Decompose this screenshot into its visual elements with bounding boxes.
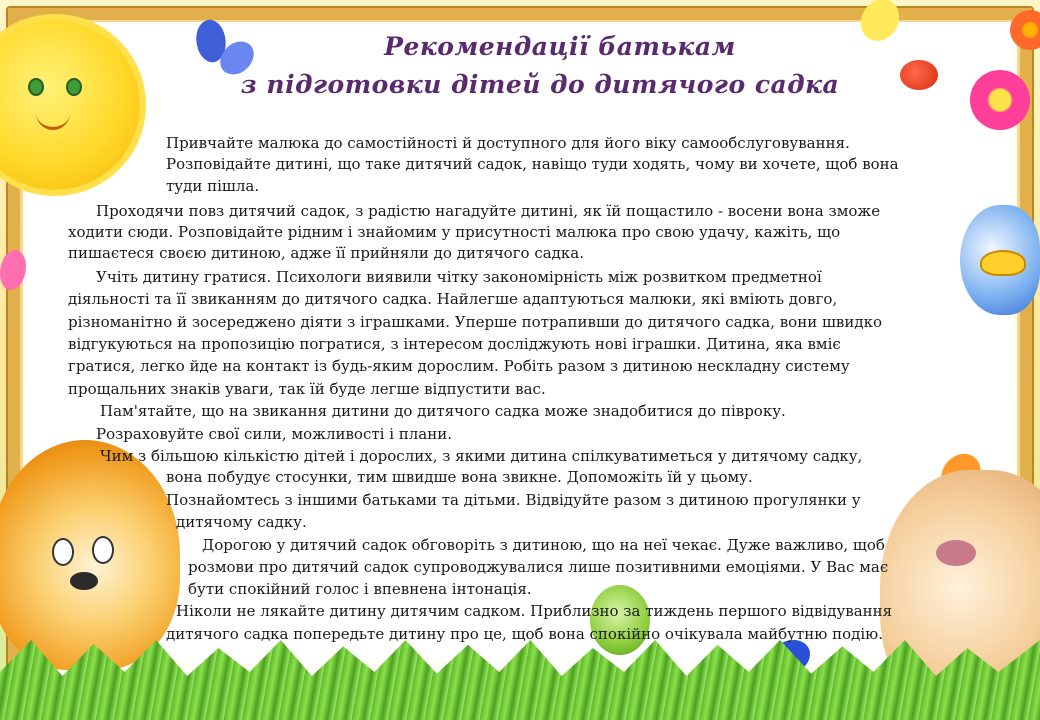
text-line: вона побудує стосунки, тим швидше вона звикне. Допоможіть їй у цьому. (166, 468, 753, 486)
text-line: Проходячи повз дитячий садок, з радістю нагадуйте дитині, як їй пощастило - восени вона зможе (96, 202, 881, 220)
text-line: Привчайте малюка до самостійності й доступного для його віку самообслуговування. (166, 134, 850, 152)
text-line: Учіть дитину гратися. Психологи виявили чітку закономірність між розвитком предметної (96, 268, 822, 286)
text-line: відгукуються на пропозицію погратися, з інтересом досліджують нові іграшки. Дитина, яка вміє (68, 335, 841, 353)
text-line: діяльності та її звиканням до дитячого садка. Найлегше адаптуються малюки, які вміють довго, (68, 290, 838, 308)
text-line: гратися, легко йде на контакт із будь-яким дорослим. Робіть разом з дитиною нескладну систему (68, 357, 850, 375)
text-line: туди пішла. (166, 177, 260, 195)
text-line: Розраховуйте свої сили, можливості і плани. (96, 425, 453, 443)
text-line: Розповідайте дитині, що таке дитячий садок, навіщо туди ходять, чому ви хочете, щоб вона (166, 155, 899, 173)
text-line: Пам'ятайте, що на звикання дитини до дитячого садка може знадобитися до півроку. (100, 402, 786, 420)
page-subtitle: з підготовки дітей до дитячого садка (240, 70, 840, 99)
text-line: дитячому садку. (176, 513, 307, 531)
text-line: Дорогою у дитячий садок обговоріть з дитиною, що на неї чекає. Дуже важливо, щоб (202, 536, 885, 554)
text-line: Ніколи не лякайте дитину дитячим садком. Приблизно за тиждень першого відвідування (176, 602, 893, 620)
text-line: пишаєтеся своєю дитиною, адже її прийняли до дитячого садка. (68, 244, 584, 262)
text-line: бути спокійний голос і впевнена інтонація. (188, 580, 532, 598)
text-line: прощальних знаків уваги, так їй буде легше відпустити вас. (68, 380, 546, 398)
text-line: дитячого садка попередьте дитину про це, щоб вона спокійно очікувала майбутню подію. (166, 625, 883, 643)
text-line: Чим з більшою кількістю дітей і дорослих, з якими дитина спілкуватиметься у дитячому садку, (100, 447, 863, 465)
text-line: різноманітно й зосереджено діяти з іграшками. Уперше потрапивши до дитячого садка, вони швидко (68, 313, 882, 331)
text-line: Познайомтесь з іншими батьками та дітьми. Відвідуйте разом з дитиною прогулянки у (166, 491, 861, 509)
text-line: розмови про дитячий садок супроводжувалися лише позитивними емоціями. У Вас має (188, 558, 889, 576)
page-title: Рекомендації батькам (384, 32, 736, 61)
text-line: ходити сюди. Розповідайте рідним і знайомим у присутності малюка про свою удачу, кажіть, що (68, 223, 841, 241)
